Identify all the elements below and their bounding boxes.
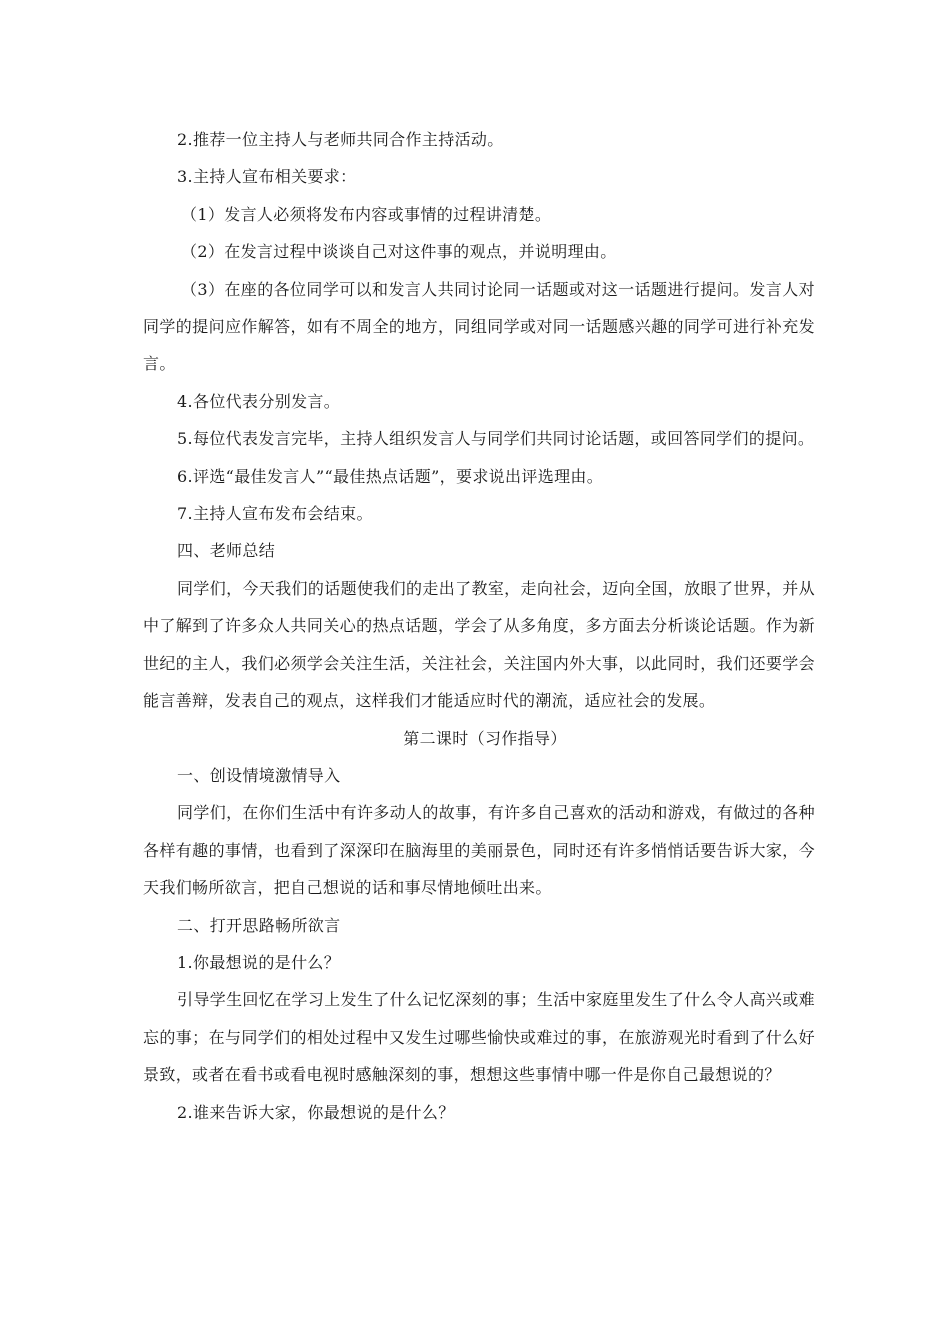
question-1: 1.你最想说的是什么？	[177, 952, 341, 972]
paragraph-teacher-summary: 同学们，今天我们的话题使我们的走出了教室，走向社会，迈向全国，放眼了世界，并从中了解到了许多众人共同关心的热点话题，学会了从多角度，多方面去分析谈论话题。作为新世纪的主人，我们必须学会关注生活，关注社会，关注国内外大事，以此同时，我们还要学会能言善辩，发表自己的观点，这样我们才能适应时代的潮流，适应社会的发展。	[143, 578, 815, 711]
lesson-title: 第二课时（习作指导）	[403, 728, 567, 748]
paragraph-requirement-2: （2）在发言过程中谈谈自己对这件事的观点，并说明理由。	[181, 242, 617, 262]
paragraph-step-2: 2.推荐一位主持人与老师共同合作主持活动。	[177, 130, 504, 149]
paragraph-guidance: 引导学生回忆在学习上发生了什么记忆深刻的事；生活中家庭里发生了什么令人高兴或难忘的事；在与同学们的相处过程中又发生过哪些愉快或难过的事，在旅游观光时看到了什么好景致，或者在看书或看电视时感触深刻的事，想想这些事情中哪一件是你自己最想说的？	[143, 990, 815, 1085]
paragraph-step-4: 4.各位代表分别发言。	[177, 391, 341, 411]
section-heading-introduction: 一、创设情境激情导入	[177, 765, 341, 785]
paragraph-requirement-1: （1）发言人必须将发布内容或事情的过程讲清楚。	[181, 204, 552, 224]
paragraph-step-3: 3.主持人宣布相关要求：	[177, 167, 357, 187]
paragraph-requirement-3: （3）在座的各位同学可以和发言人共同讨论同一话题或对这一话题进行提问。发言人对同学的提问应作解答，如有不周全的地方，同组同学或对同一话题感兴趣的同学可进行补充发言。	[143, 279, 815, 374]
paragraph-step-6: 6.评选“最佳发言人”“最佳热点话题”，要求说出评选理由。	[177, 466, 604, 486]
section-heading-teacher-summary: 四、老师总结	[177, 541, 276, 561]
paragraph-introduction: 同学们，在你们生活中有许多动人的故事，有许多自己喜欢的活动和游戏，有做过的各种各样有趣的事情，也看到了深深印在脑海里的美丽景色，同时还有许多悄悄话要告诉大家，今天我们畅所欲言，把自己想说的话和事尽情地倾吐出来。	[143, 803, 815, 898]
question-2: 2.谁来告诉大家，你最想说的是什么？	[177, 1102, 455, 1122]
section-heading-brainstorm: 二、打开思路畅所欲言	[177, 915, 341, 935]
document-body	[143, 121, 815, 1131]
paragraph-step-7: 7.主持人宣布发布会结束。	[177, 504, 373, 524]
paragraph-step-5: 5.每位代表发言完毕，主持人组织发言人与同学们共同讨论话题，或回答同学们的提问。	[177, 429, 815, 449]
